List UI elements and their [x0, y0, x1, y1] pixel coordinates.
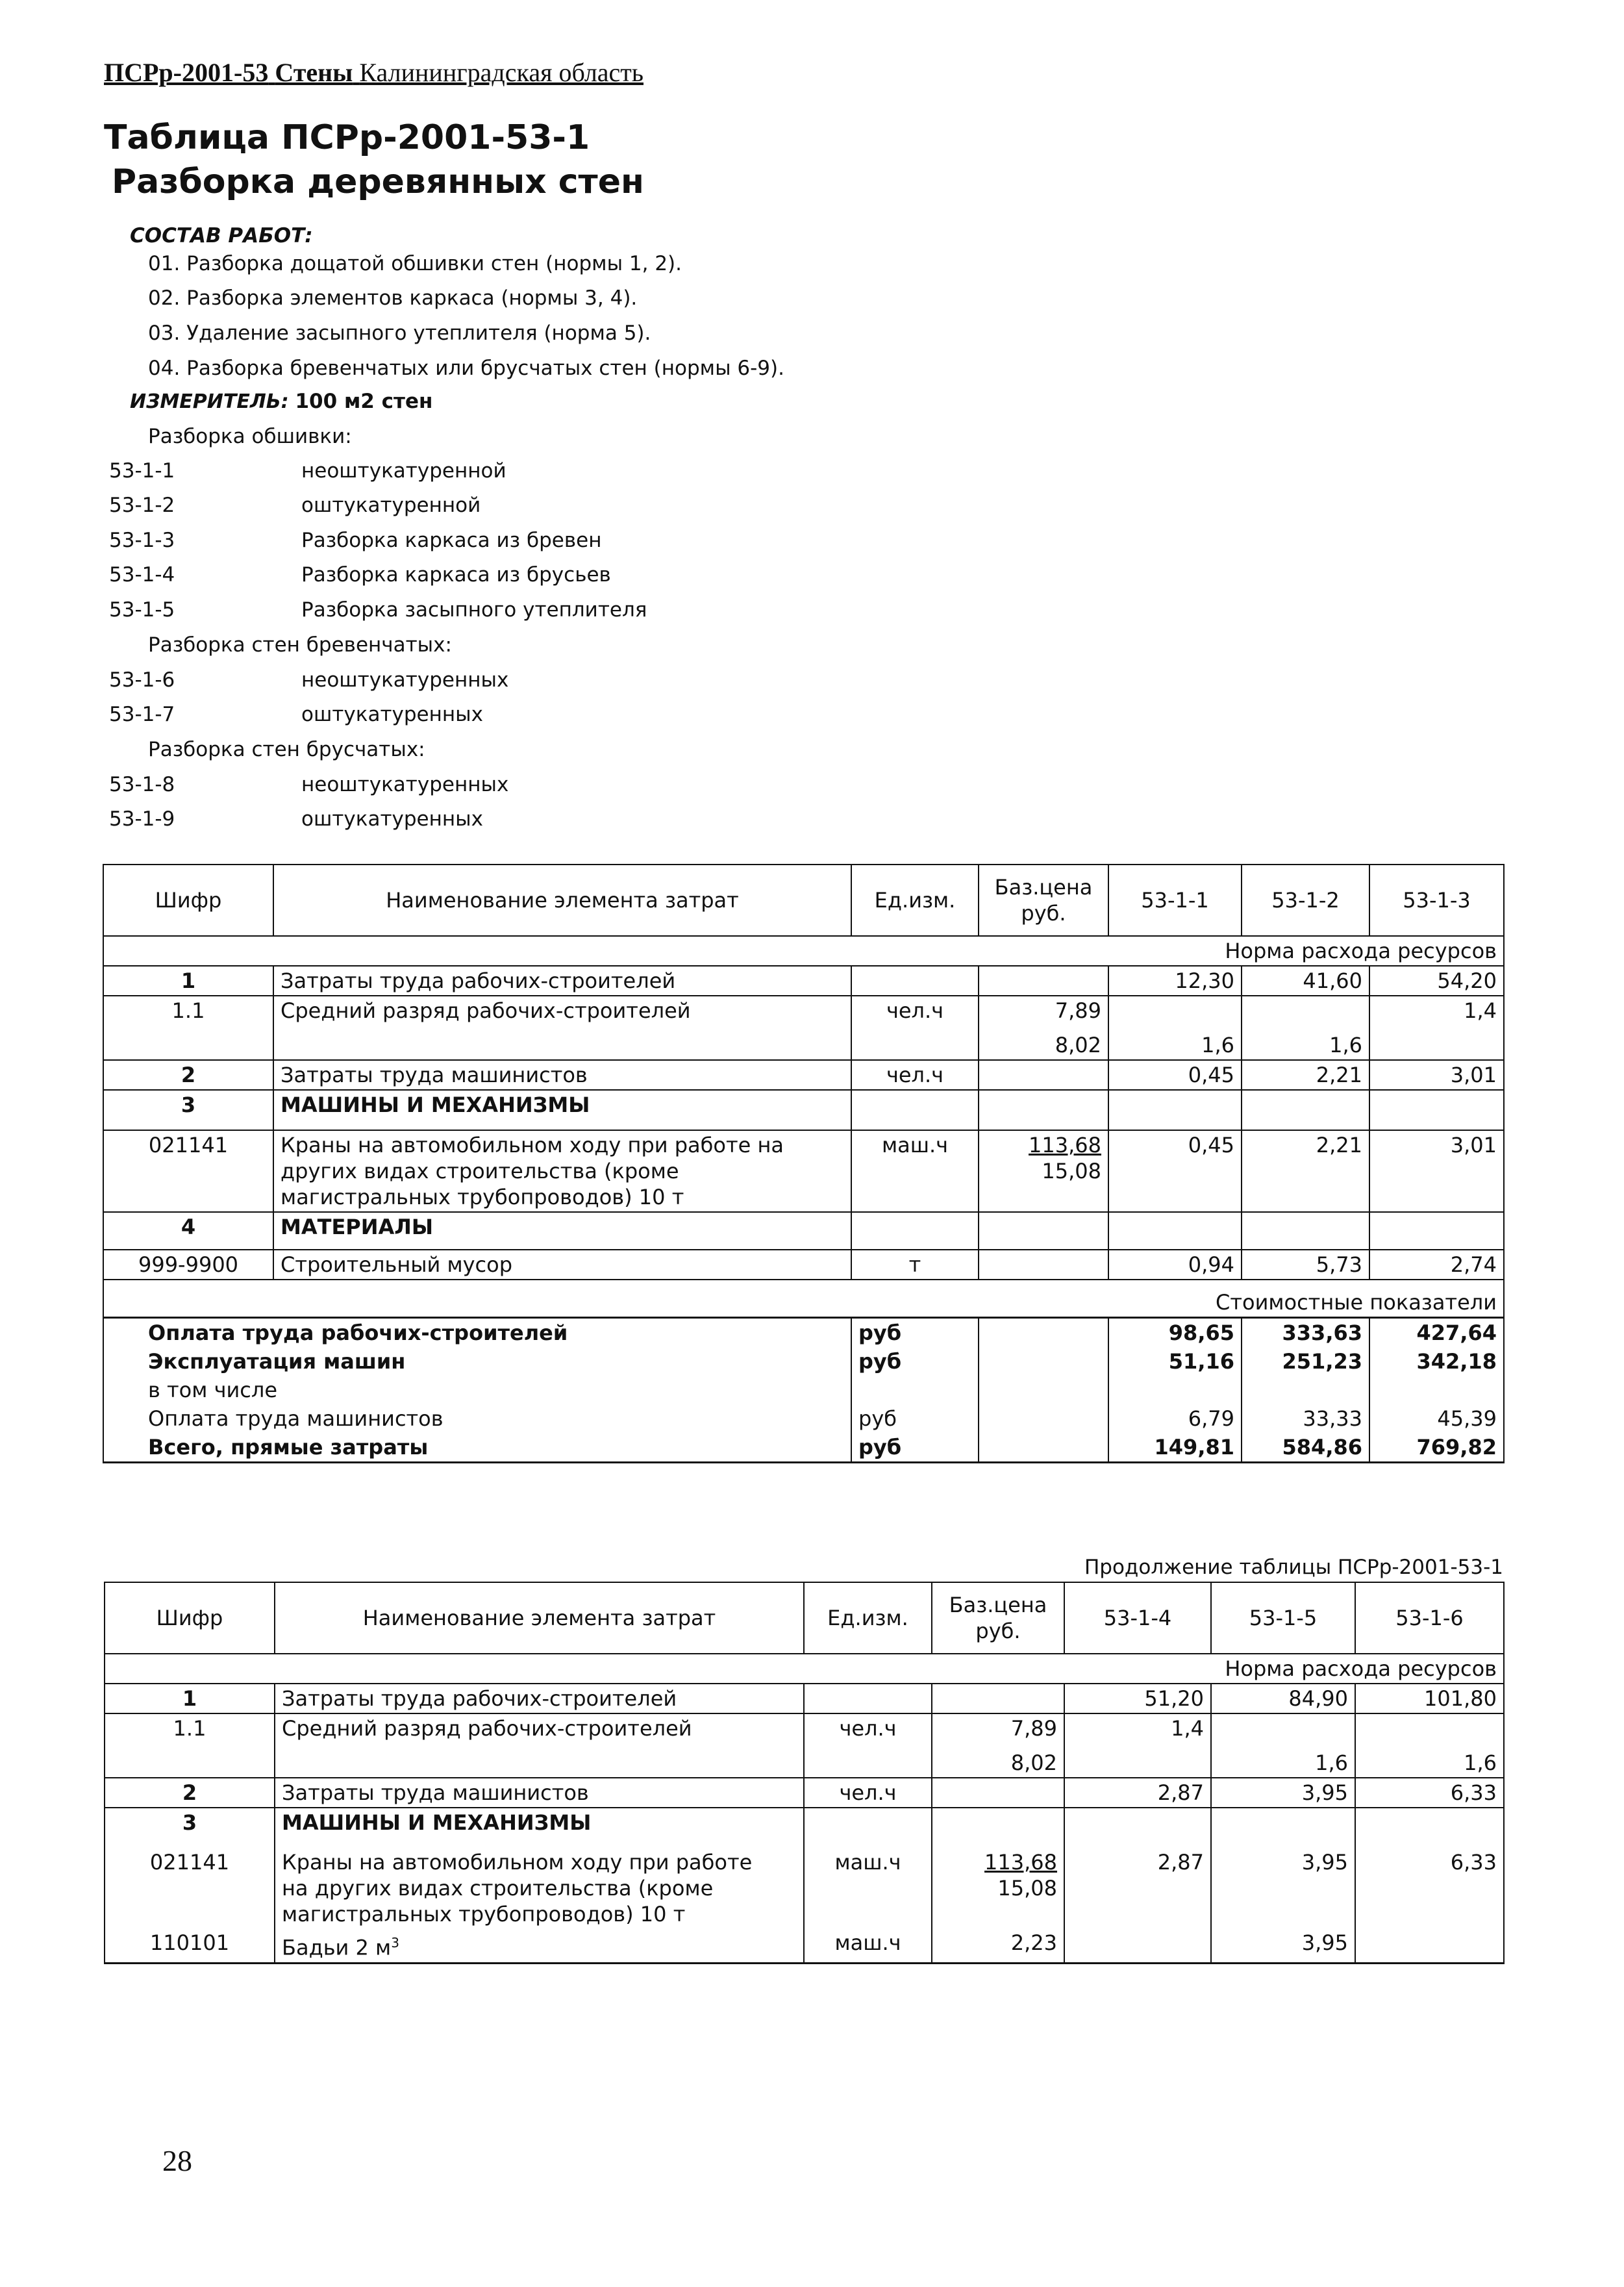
norm-name: оштукатуренной	[301, 494, 481, 517]
col-header-norm-1: 53-1-1	[1108, 865, 1242, 936]
row-value: 3,95	[1211, 1928, 1355, 1963]
row-value: 2,74	[1369, 1250, 1504, 1280]
price-label: Баз.цена	[994, 875, 1093, 900]
row-code: 021141	[105, 1848, 275, 1928]
row-name	[275, 1848, 804, 1928]
empty-cell	[932, 1684, 1064, 1713]
norm-code: 53-1-3	[109, 529, 175, 552]
norms-group-2: Разборка стен бревенчатых:	[148, 633, 452, 657]
norms-group-3: Разборка стен брусчатых:	[148, 738, 425, 761]
meter	[130, 390, 432, 413]
price-value: 113,68	[1029, 1133, 1101, 1157]
cost-unit: руб	[851, 1404, 979, 1433]
empty-cell	[979, 1090, 1108, 1130]
cost-unit: руб	[851, 1318, 979, 1348]
continuation-caption: Продолжение таблицы ПСРр-2001-53-1	[1084, 1556, 1503, 1579]
row-value	[1242, 996, 1369, 1031]
table-row	[103, 996, 1504, 1031]
norm-name: оштукатуренных	[301, 807, 483, 831]
row-price	[979, 966, 1108, 996]
row-price: 8,02	[932, 1749, 1064, 1778]
row-value	[1064, 1749, 1211, 1778]
row-value: 6,33	[1355, 1778, 1504, 1808]
row-value: 3,95	[1211, 1778, 1355, 1808]
empty-cell	[979, 1433, 1108, 1463]
empty-cell	[979, 1376, 1108, 1404]
cost-value: 149,81	[1108, 1433, 1242, 1463]
running-header	[104, 57, 643, 88]
empty-cell	[1355, 1808, 1504, 1848]
empty-cell	[1242, 1212, 1369, 1250]
cost-name: Оплата труда машинистов	[103, 1404, 851, 1433]
row-name: Средний разряд рабочих-строителей	[273, 996, 851, 1060]
row-unit	[851, 966, 979, 996]
row-name-line: на других видах строительства (кроме	[282, 1876, 714, 1901]
header-code: ПСРр-2001-53	[104, 58, 269, 87]
col-header-norm-6: 53-1-6	[1355, 1582, 1504, 1654]
cost-name: Оплата труда рабочих-строителей	[103, 1318, 851, 1348]
row-value: 0,45	[1108, 1130, 1242, 1212]
row-name-line: магистральных трубопроводов) 10 т	[281, 1185, 684, 1209]
price-currency: руб.	[975, 1619, 1021, 1643]
norm-name: неоштукатуренных	[301, 773, 509, 796]
row-unit: т	[851, 1250, 979, 1280]
composition-item-1: 01. Разборка дощатой обшивки стен (нормы 1, 2).	[148, 252, 682, 275]
row-name: Затраты труда рабочих-строителей	[275, 1684, 804, 1713]
row-name: Затраты труда машинистов	[275, 1778, 804, 1808]
row-price: 7,89	[932, 1713, 1064, 1749]
price-value: 15,08	[997, 1876, 1057, 1901]
row-code: 110101	[105, 1928, 275, 1963]
cost-value: 33,33	[1242, 1404, 1369, 1433]
col-header-name: Наименование элемента затрат	[275, 1582, 804, 1654]
table-row	[103, 1347, 1504, 1376]
row-unit: маш.ч	[804, 1848, 932, 1928]
norm-code: 53-1-8	[109, 773, 175, 796]
table-row	[105, 1713, 1504, 1749]
row-value: 54,20	[1369, 966, 1504, 996]
empty-cell	[1369, 1376, 1504, 1404]
row-name: МАТЕРИАЛЫ	[273, 1212, 851, 1250]
row-value	[1369, 1031, 1504, 1060]
row-value	[1355, 1928, 1504, 1963]
row-value: 12,30	[1108, 966, 1242, 996]
row-name-text: Бадьи 2 м	[282, 1935, 392, 1960]
col-header-unit: Ед.изм.	[851, 865, 979, 936]
table-row	[105, 1808, 1504, 1848]
empty-cell	[932, 1778, 1064, 1808]
empty-cell	[1369, 1090, 1504, 1130]
price-value: 113,68	[984, 1850, 1057, 1875]
row-name	[275, 1928, 804, 1963]
empty-cell	[804, 1684, 932, 1713]
empty-cell	[979, 1347, 1108, 1376]
cost-value: 6,79	[1108, 1404, 1242, 1433]
price-value: 15,08	[1042, 1159, 1101, 1183]
empty-cell	[1242, 1376, 1369, 1404]
table-row	[103, 966, 1504, 996]
cost-value: 769,82	[1369, 1433, 1504, 1463]
empty-cell	[932, 1808, 1064, 1848]
table-title: Таблица ПСРр-2001-53-1	[104, 118, 590, 157]
composition-label: СОСТАВ РАБОТ:	[130, 224, 313, 247]
empty-cell	[851, 1090, 979, 1130]
norm-code: 53-1-1	[109, 459, 175, 483]
row-name: Затраты труда машинистов	[273, 1060, 851, 1090]
norms-group-1: Разборка обшивки:	[148, 425, 352, 448]
norm-name: Разборка каркаса из брусьев	[301, 563, 611, 587]
table-row	[103, 1404, 1504, 1433]
row-name: Затраты труда рабочих-строителей	[273, 966, 851, 996]
row-value: 101,80	[1355, 1684, 1504, 1713]
cost-value: 342,18	[1369, 1347, 1504, 1376]
cost-name: Эксплуатация машин	[103, 1347, 851, 1376]
meter-label: ИЗМЕРИТЕЛЬ:	[130, 390, 289, 413]
row-value: 5,73	[1242, 1250, 1369, 1280]
empty-cell	[851, 1212, 979, 1250]
cost-name: Всего, прямые затраты	[103, 1433, 851, 1463]
row-name: Средний разряд рабочих-строителей	[275, 1713, 804, 1778]
row-name-line: Краны на автомобильном ходу при работе	[282, 1850, 753, 1875]
row-value: 3,95	[1211, 1848, 1355, 1928]
row-value: 6,33	[1355, 1848, 1504, 1928]
table-row	[103, 1130, 1504, 1212]
table-subtitle: Разборка деревянных стен	[112, 162, 644, 201]
row-name	[273, 1130, 851, 1212]
empty-cell	[1211, 1808, 1355, 1848]
composition-item-4: 04. Разборка бревенчатых или брусчатых стен (нормы 6-9).	[148, 357, 784, 380]
resource-table-2	[104, 1582, 1505, 1964]
table-row	[103, 1376, 1504, 1404]
row-value: 41,60	[1242, 966, 1369, 996]
norm-code: 53-1-7	[109, 703, 175, 726]
row-value	[1355, 1713, 1504, 1749]
col-header-norm-3: 53-1-3	[1369, 865, 1504, 936]
cost-value: 251,23	[1242, 1347, 1369, 1376]
row-value: 1,4	[1369, 996, 1504, 1031]
table-row	[103, 1433, 1504, 1463]
cost-value: 333,63	[1242, 1318, 1369, 1348]
row-name-line: других видах строительства (кроме	[281, 1159, 679, 1183]
norm-code: 53-1-4	[109, 563, 175, 587]
row-value: 1,6	[1355, 1749, 1504, 1778]
price-label: Баз.цена	[949, 1593, 1047, 1617]
row-unit: маш.ч	[851, 1130, 979, 1212]
composition-item-2: 02. Разборка элементов каркаса (нормы 3, 4).	[148, 286, 638, 310]
empty-cell	[804, 1808, 932, 1848]
row-price: 8,02	[979, 1031, 1108, 1060]
row-value: 51,20	[1064, 1684, 1211, 1713]
cost-value: 427,64	[1369, 1318, 1504, 1348]
table-row	[105, 1684, 1504, 1713]
cost-value: 98,65	[1108, 1318, 1242, 1348]
table-row	[103, 1250, 1504, 1280]
row-unit: чел.ч	[804, 1713, 932, 1778]
row-code: 2	[103, 1060, 273, 1090]
row-code: 2	[105, 1778, 275, 1808]
row-value: 2,87	[1064, 1778, 1211, 1808]
row-code: 4	[103, 1212, 273, 1250]
table-row	[105, 1848, 1504, 1928]
empty-cell	[979, 1212, 1108, 1250]
row-price	[979, 1060, 1108, 1090]
cost-value: 45,39	[1369, 1404, 1504, 1433]
table-row	[105, 1778, 1504, 1808]
resource-table-1	[103, 864, 1505, 1463]
empty-cell	[1108, 1212, 1242, 1250]
col-header-unit: Ед.изм.	[804, 1582, 932, 1654]
row-value	[1108, 996, 1242, 1031]
row-value: 2,87	[1064, 1848, 1211, 1928]
norm-name: неоштукатуренных	[301, 668, 509, 692]
table-row	[103, 1090, 1504, 1130]
section-header-costs: Стоимостные показатели	[103, 1280, 1504, 1318]
table-row	[103, 1318, 1504, 1348]
row-value: 0,94	[1108, 1250, 1242, 1280]
row-price: 2,23	[932, 1928, 1064, 1963]
col-header-code: Шифр	[105, 1582, 275, 1654]
row-code: 999-9900	[103, 1250, 273, 1280]
norm-code: 53-1-9	[109, 807, 175, 831]
row-value	[1211, 1713, 1355, 1749]
col-header-price	[979, 865, 1108, 936]
empty-cell	[1064, 1808, 1211, 1848]
col-header-norm-2: 53-1-2	[1242, 865, 1369, 936]
header-section: Стены	[275, 58, 353, 87]
row-value: 2,21	[1242, 1060, 1369, 1090]
empty-cell	[851, 1376, 979, 1404]
table-row	[103, 1212, 1504, 1250]
row-code: 1.1	[105, 1713, 275, 1778]
row-code: 3	[103, 1090, 273, 1130]
row-value: 1,4	[1064, 1713, 1211, 1749]
col-header-price	[932, 1582, 1064, 1654]
row-code: 021141	[103, 1130, 273, 1212]
row-name: МАШИНЫ И МЕХАНИЗМЫ	[273, 1090, 851, 1130]
cost-value: 584,86	[1242, 1433, 1369, 1463]
cost-unit: руб	[851, 1433, 979, 1463]
meter-value: 100 м2 стен	[295, 390, 433, 413]
row-price: 7,89	[979, 996, 1108, 1031]
section-header-norms: Норма расхода ресурсов	[103, 936, 1504, 966]
row-code: 1.1	[103, 996, 273, 1060]
empty-cell	[1108, 1090, 1242, 1130]
empty-cell	[979, 1404, 1108, 1433]
table-row	[103, 1060, 1504, 1090]
row-value: 1,6	[1242, 1031, 1369, 1060]
table-row	[105, 1928, 1504, 1963]
norm-name: неоштукатуренной	[301, 459, 506, 483]
row-price	[932, 1848, 1064, 1928]
page-number: 28	[162, 2144, 192, 2177]
row-name-line: Краны на автомобильном ходу при работе на	[281, 1133, 784, 1157]
norm-code: 53-1-6	[109, 668, 175, 692]
superscript: 3	[391, 1935, 399, 1951]
row-unit: маш.ч	[804, 1928, 932, 1963]
row-value: 84,90	[1211, 1684, 1355, 1713]
row-name: МАШИНЫ И МЕХАНИЗМЫ	[275, 1808, 804, 1848]
row-unit: чел.ч	[851, 996, 979, 1060]
empty-cell	[1369, 1212, 1504, 1250]
norm-code: 53-1-5	[109, 598, 175, 622]
row-price	[979, 1130, 1108, 1212]
empty-cell	[1108, 1376, 1242, 1404]
row-unit: чел.ч	[851, 1060, 979, 1090]
row-value: 3,01	[1369, 1060, 1504, 1090]
row-value	[1064, 1928, 1211, 1963]
price-currency: руб.	[1021, 901, 1066, 926]
col-header-norm-5: 53-1-5	[1211, 1582, 1355, 1654]
cost-value: 51,16	[1108, 1347, 1242, 1376]
cost-unit: руб	[851, 1347, 979, 1376]
row-name: Строительный мусор	[273, 1250, 851, 1280]
row-unit: чел.ч	[804, 1778, 932, 1808]
cost-name: в том числе	[103, 1376, 851, 1404]
row-value: 2,21	[1242, 1130, 1369, 1212]
norm-name: Разборка каркаса из бревен	[301, 529, 602, 552]
empty-cell	[1242, 1090, 1369, 1130]
row-code: 3	[105, 1808, 275, 1848]
row-value: 1,6	[1211, 1749, 1355, 1778]
section-header-norms: Норма расхода ресурсов	[105, 1654, 1504, 1684]
col-header-name: Наименование элемента затрат	[273, 865, 851, 936]
row-code: 1	[103, 966, 273, 996]
row-value: 3,01	[1369, 1130, 1504, 1212]
row-name-line: магистральных трубопроводов) 10 т	[282, 1902, 686, 1927]
col-header-norm-4: 53-1-4	[1064, 1582, 1211, 1654]
row-price	[979, 1250, 1108, 1280]
composition-item-3: 03. Удаление засыпного утеплителя (норма 5).	[148, 322, 651, 345]
row-code: 1	[105, 1684, 275, 1713]
norm-name: оштукатуренных	[301, 703, 483, 726]
norm-name: Разборка засыпного утеплителя	[301, 598, 647, 622]
row-value: 1,6	[1108, 1031, 1242, 1060]
norm-code: 53-1-2	[109, 494, 175, 517]
header-region: Калининградская область	[359, 58, 644, 87]
row-value: 0,45	[1108, 1060, 1242, 1090]
empty-cell	[979, 1318, 1108, 1348]
col-header-code: Шифр	[103, 865, 273, 936]
